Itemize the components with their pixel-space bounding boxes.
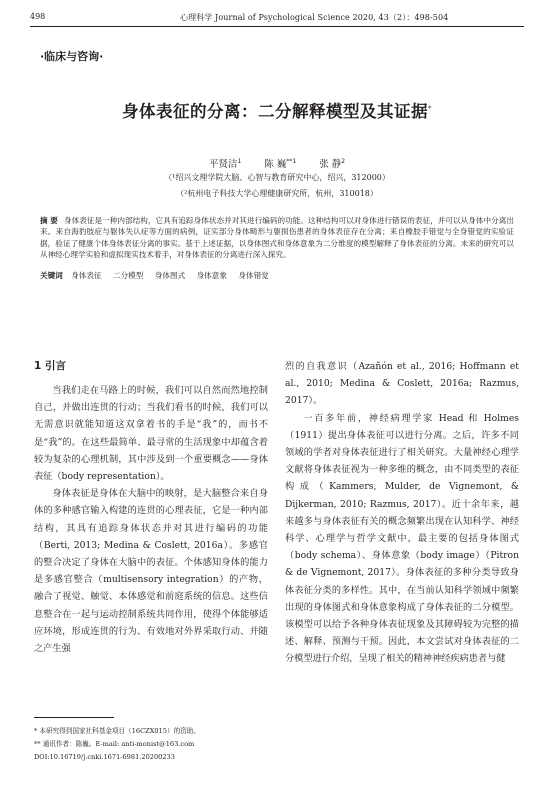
footnotes xyxy=(34,725,200,764)
abstract-text: 身体表征是一种内部结构，它具有追踪身体状态并对其进行编码的功能。这种结构可以对身体进行错误的表征，并可以从身体中分离出来。来自海豹肢症与躯体失认症等方面的病例，证实部分身体畸形与躯损伤患者的身体表征存在分离；来自橡胶手错觉与全身错觉的实验证据，验证了健康个体身体表征分离的事实。基于上述证据，以身体图式和身体意象为二分维度的模型解释了身体表征的分离。未来的研究可以从神经心理学实验和虚拟现实技术着手，对身体表征的分离进行深入探究。 xyxy=(40,216,514,259)
article-title xyxy=(0,98,554,122)
footnote-correspondence: ** 通讯作者：陈巍。E-mail: anti-monist@163.com xyxy=(34,740,195,748)
body-paragraph: 一百多年前，神经病理学家 Head 和 Holmes（1911）提出身体表征可以进行分离。之后，许多不同领域的学者对身体表征进行了相关研究。大量神经心理学文献将身体表征视为一种多维的概念，由不同类型的表征构成（Kammers, Mulder, de Vignemont, & Dijkerman, 2010; Razmus, 2017）。近十余年来，越来越多与身体表征有关的概念频繁出现在认知科学、神经科学、心理学与哲学文献中，最主要的包括身体图式（body schema）、身体意象（body image）（Pitron & de Vignemont, 2017）。身体表征的多种分类导致身体表征分类的多样性。其中，在当前认知科学领域中频繁出现的身体图式和身体意象构成了身体表征的二分模型。该模型可以给予各种身体表征现象及其障碍较为完整的描述、解释、预测与干预。因此，本文尝试对身体表征的二分模型进行介绍，呈现了相关的精神神经疾病患者与健 xyxy=(285,412,519,665)
section-heading: 1 引言 xyxy=(34,360,66,372)
author xyxy=(319,156,345,170)
running-head xyxy=(30,10,524,24)
author-name: 陈 巍 xyxy=(264,159,287,170)
keywords xyxy=(40,270,514,281)
author-mark: 2 xyxy=(341,157,346,165)
title-footnote-mark: * xyxy=(428,104,432,113)
author xyxy=(264,156,296,170)
abstract xyxy=(40,215,514,260)
left-column xyxy=(34,358,268,657)
keyword: 身体图式 xyxy=(154,271,186,280)
keywords-label: 关键词 xyxy=(40,271,63,280)
author-name: 平贤洁 xyxy=(208,159,238,170)
right-column xyxy=(285,358,519,668)
footnote-doi: DOI:10.16719/j.cnki.1671-6981.20200233 xyxy=(34,753,175,761)
author-name: 张 静 xyxy=(319,159,342,170)
title-text: 身体表征的分离：二分解释模型及其证据 xyxy=(122,102,428,121)
affiliation: （¹绍兴文理学院大脑、心智与教育研究中心，绍兴，312000） xyxy=(164,173,390,182)
abstract-label: 摘 要 xyxy=(40,216,58,225)
author-list xyxy=(0,156,554,170)
header-rule xyxy=(30,26,524,27)
section-tag: ·临床与咨询· xyxy=(40,50,104,63)
author xyxy=(209,156,241,170)
keyword: 二分模型 xyxy=(113,271,144,280)
footnote-rule xyxy=(34,717,114,718)
author-mark: **1 xyxy=(286,157,297,165)
keyword: 身体表征 xyxy=(71,271,102,280)
page-number: 498 xyxy=(30,12,46,21)
author-mark: 1 xyxy=(237,157,242,165)
body-paragraph: 当我们走在马路上的时候，我们可以自然而然地控制自己，并做出连贯的行动；当我们看书的时候，我们可以无需意识就能知道这双拿着书的手是“我”的，而书不是“我”的。在这些最简单、最寻常的生活现象中却蕴含着较为复杂的心理机制，其中涉及到一个重要概念——身体表征（body representation）。 xyxy=(34,385,268,483)
affiliation: （²杭州电子科技大学心理健康研究所，杭州，310018） xyxy=(176,189,378,198)
keyword: 身体意象 xyxy=(196,271,227,280)
body-paragraph: 身体表征是身体在大脑中的映射，是大脑整合来自身体的多种感官输入构建的连贯的心理表征，它是一种内部结构，其具有追踪身体状态并对其进行编码的功能（Berti, 2013; Medina & Coslett, 2016a）。多感官的整合决定了身体在大脑中的表征。个体感知身体的能力是多感官整合（multisensory integration）的产物，融合了视觉、触觉、本体感觉和前庭系统的信息。这些信息整合在一起与运动控制系统共同作用，使得个体能够适应环境，形成连贯的行为、有效地对外界采取行动、并随之产生强 xyxy=(34,488,268,655)
keyword: 身体错觉 xyxy=(238,271,269,280)
journal-citation: 心理科学 Journal of Psychological Science 2020, 43（2）：498-504 xyxy=(180,13,449,22)
footnote-funding: * 本研究得到国家社科基金项目（16CZX015）的资助。 xyxy=(34,727,200,735)
body-paragraph: 烈的自我意识（Azañón et al., 2016; Hoffmann et al., 2010; Medina & Coslett, 2016a; Razmus, 2017）。 xyxy=(285,361,519,407)
